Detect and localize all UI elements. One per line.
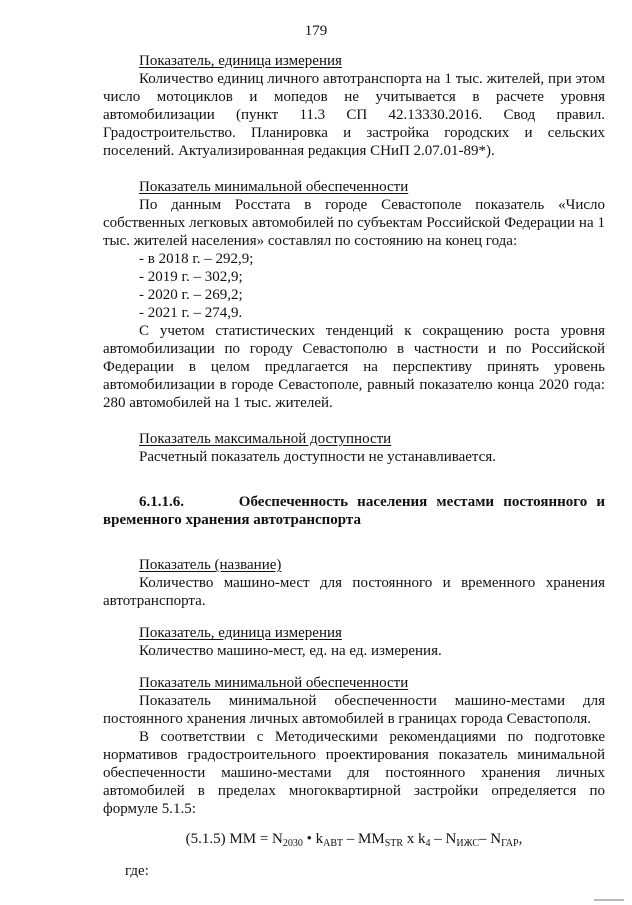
list-item-2019: - 2019 г. – 302,9; bbox=[139, 269, 243, 285]
paragraph-unit-of-measure: Количество единиц личного автотранспорта на 1 тыс. жителей, при этом число мотоциклов и мопедов не учитывается в расчете уровня автомобилизации (пункт 11.3 СП 42.13330.2016. Свод правил. Градостроительство. Планировка и застройка городских и сельских поселений. Актуализированная редакция СНиП 2.07.01-89*). bbox=[103, 71, 605, 159]
heading-max-accessibility: Показатель максимальной доступности bbox=[139, 431, 392, 447]
paragraph-indicator-name: Количество машино-мест для постоянного и временного хранения автотранспорта. bbox=[103, 575, 605, 609]
list-item-2020: - 2020 г. – 269,2; bbox=[139, 287, 243, 303]
heading-minimal-provision-2: Показатель минимальной обеспеченности bbox=[139, 675, 409, 691]
heading-indicator-name: Показатель (название) bbox=[139, 557, 282, 573]
page-number: 179 bbox=[304, 23, 328, 39]
section-number: 6.1.1.6. bbox=[139, 494, 184, 510]
list-item-2021: - 2021 г. – 274,9. bbox=[139, 305, 243, 321]
list-item-2018: - в 2018 г. – 292,9; bbox=[139, 251, 254, 267]
heading-unit-of-measure-2: Показатель, единица измерения bbox=[139, 625, 342, 641]
where-label: где: bbox=[125, 863, 149, 879]
paragraph-accessibility: Расчетный показатель доступности не устанавливается. bbox=[139, 449, 496, 465]
heading-minimal-provision: Показатель минимальной обеспеченности bbox=[139, 179, 409, 195]
document-body bbox=[103, 52, 605, 880]
paragraph-rosstat: По данным Росстата в городе Севастополе показатель «Число собственных легковых автомобилей по субъектам Российской Федерации на 1 тыс. жителей населения» составлял по состоянию на конец года: bbox=[103, 197, 605, 249]
paragraph-unit-of-measure-2: Количество машино-мест, ед. на ед. измерения. bbox=[139, 643, 442, 659]
paragraph-minimal-provision-2: Показатель минимальной обеспеченности машино-местами для постоянного хранения личных автомобилей в границах города Севастополя. bbox=[103, 693, 605, 727]
heading-unit-of-measure: Показатель, единица измерения bbox=[139, 53, 342, 69]
paragraph-motorization-level: С учетом статистических тенденций к сокращению роста уровня автомобилизации по городу Севастополю в частности и по Российской Федерации в целом предлагается на перспективу принять уровень автомобилизации в городе Севастополе, равный показателю конца 2020 года: 280 автомобилей на 1 тыс. жителей. bbox=[103, 323, 605, 411]
paragraph-methodical-recommendations: В соответствии с Методическими рекомендациями по подготовке нормативов градостроительного проектирования показатель минимальной обеспеченности машино-местами для постоянного хранения личных автомобилей в пределах многоквартирной застройки определяется по формуле 5.1.5: bbox=[103, 729, 605, 817]
section-title: Обеспеченность населения местами постоянного и временного хранения автотранспорта bbox=[103, 494, 605, 528]
section-heading bbox=[103, 493, 605, 529]
scan-edge-mark bbox=[594, 899, 624, 901]
formula-5-1-5: (5.1.5) ММ = $N_{2030}$ • $k_{АВТ} - ММ_{STR}$ х $k_4 - N_{ИЖС}-$ $N_{ГАР}$, bbox=[185, 831, 523, 849]
